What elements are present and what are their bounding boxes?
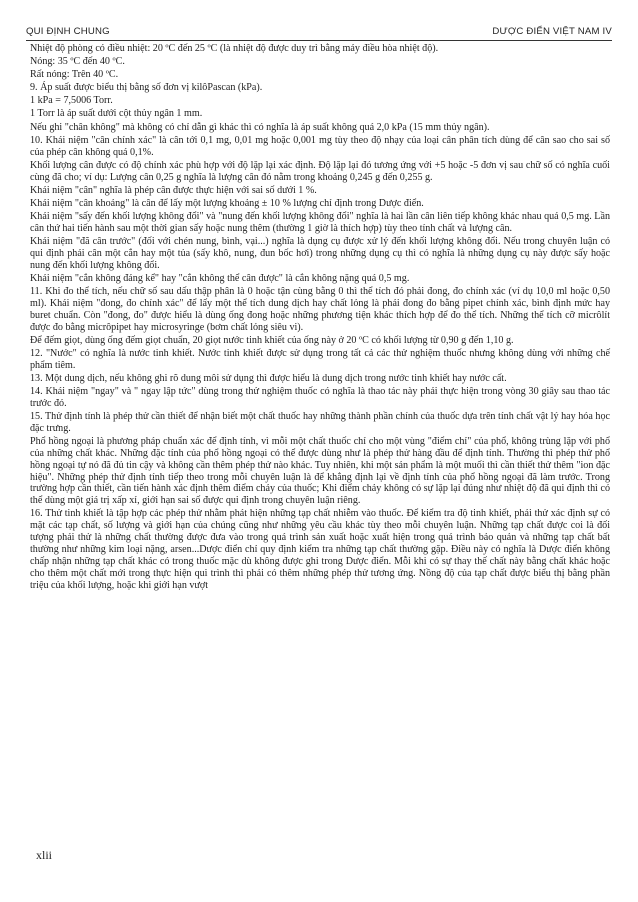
paragraph: 12. "Nước" có nghĩa là nước tinh khiết. Nước tinh khiết được sử dụng trong tất cả các thử nghiệm thuốc nhưng không dùng với những chế phẩm tiêm. <box>30 347 610 371</box>
paragraph: Khái niệm "cân" nghĩa là phép cân được thực hiện với sai số dưới 1 %. <box>30 184 317 196</box>
paragraph: Nhiệt độ phòng có điều nhiệt: 20 ºC đến 25 ºC (là nhiệt độ được duy trì bằng máy điều hòa nhiệt độ). <box>30 43 439 54</box>
paragraph: Khái niệm "sấy đến khối lượng không đổi" và "nung đến khối lượng không đổi" nghĩa là hai lần cân liên tiếp không khác nhau quá 0,5 mg. Lần cân thứ hai tiến hành sau một thời gian sấy hoặc nung thêm (thường 1 giờ là thích hợp) tùy theo tính chất và lượng cân. <box>30 210 610 234</box>
paragraph: Phổ hồng ngoại là phương pháp chuẩn xác để định tính, vì mỗi một chất thuốc chỉ cho một vùng "điểm chỉ" của phổ, không trùng lặp với phổ của những chất khác. Những đặc tính của phổ hồng ngoại có thể được dùng như là phép thử hàng đầu để định tính. Thường thì phép thử phổ hồng ngoại tự nó đã đủ tin cậy và không cần thêm phép thử nào khác. Tuy nhiên, khi một sản phẩm là một muối thì cần thiết thử thêm "ion đặc hiệu". Những phép thử định tính tiếp theo trong mỗi chuyên luận là để khẳng định lại về định tính của phổ hồng ngoại đã làm trước. Trong trường hợp cần thiết, cần tiến hành xác định thêm điểm chảy của thuốc; Khi điểm chảy không có sự lặp lại đúng như nhiệt độ đã qui định thì có thể dùng một giá trị xấp xỉ, giới hạn sai số được qui định trong chuyên luận riêng. <box>30 435 610 507</box>
paragraph: Rất nóng: Trên 40 ºC. <box>30 69 119 81</box>
paragraph: Nếu ghi "chân không" mà không có chỉ dẫn gì khác thì có nghĩa là áp suất không quá 2,0 kPa (15 mm thủy ngân). <box>30 121 490 133</box>
paragraph: 15. Thử định tính là phép thử cần thiết để nhận biết một chất thuốc hay những thành phần chính của thuốc dựa trên tính chất vật lý hay hóa học đặc trưng. <box>30 410 610 434</box>
paragraph: Để đếm giọt, dùng ống đếm giọt chuẩn, 20 giọt nước tinh khiết của ống này ở 20 ºC có khối lượng từ 0,90 g đến 1,10 g. <box>30 334 514 346</box>
paragraph: Khái niệm "đã cân trước" (đối với chén nung, bình, vại...) nghĩa là dụng cụ được xử lý đến khối lượng không đổi. Nếu trong chuyên luận có qui định phải cân một cắn hay một tủa (sấy khô, nung, đun bốc hơi) trong những dụng cụ thì có nghĩa là những dụng cụ này được sấy hoặc nung đến khối lượng không đổi. <box>30 235 610 271</box>
page-body <box>30 43 610 593</box>
paragraph: 11. Khi đo thể tích, nếu chữ số sau dấu thập phân là 0 hoặc tận cùng bằng 0 thì thể tích đó phải đong, đo chính xác (ví dụ 10,0 ml hoặc 0,50 ml). Khái niệm "đong, đo chính xác" để lấy một thể tích dung dịch hay chất lỏng là phải đong đo bằng pipet chính xác, bình định mức hay buret chuẩn. Còn "đong, đo" được hiểu là dùng ống đong hoặc những phương tiện khác thích hợp để đo thể tích. Những thể tích cỡ micrôlít được đo bằng micrôpipet hay microsyringe (bơm chất lỏng siêu vi). <box>30 285 610 333</box>
paragraph: 1 kPa = 7,5006 Torr. <box>30 95 113 107</box>
header-rule <box>26 40 612 41</box>
paragraph: 14. Khái niệm "ngay" và " ngay lập tức" dùng trong thử nghiệm thuốc có nghĩa là thao tác này phải thực hiện trong vòng 30 giây sau thao tác trước đó. <box>30 385 610 409</box>
paragraph: 16. Thử tinh khiết là tập hợp các phép thử nhằm phát hiện những tạp chất nhiễm vào thuốc. Để kiểm tra độ tinh khiết, phải thử xác định sự có mặt các tạp chất, số lượng và giới hạn của chúng cũng như những yêu cầu khác tùy theo mỗi chuyên luận. Những tạp chất được coi là đối tượng phải thử là những chất thường được đưa vào trong quá trình sản xuất hoặc xuất hiện trong quá trình bảo quản và những tạp chất bất thường như những kim loại nặng, arsen...Dược điển chỉ quy định kiểm tra những tạp chất thường gặp. Điều này có nghĩa là Dược điển không chấp nhận những tạp chất khác có trong thuốc mặc dù không được ghi trong Dược điển. Mỗi khi có sự thay thế chất này bằng chất khác hoặc cho thêm một chất mới trong thực hiện qui trình thì phải có thêm những phép thử tương ứng. Nồng độ của tạp chất được biểu thị bằng phần triệu của khối lượng, hoặc khi giới hạn vượt <box>30 508 610 591</box>
paragraph: Nóng: 35 ºC đến 40 ºC. <box>30 56 125 68</box>
page-number: xlii <box>36 848 53 862</box>
paragraph: Khái niệm "cân khoảng" là cân để lấy một lượng khoảng ± 10 % lượng chỉ định trong Dược điển. <box>30 197 424 209</box>
header-book-title: DƯỢC ĐIỂN VIỆT NAM IV <box>492 26 612 37</box>
paragraph: 10. Khái niệm "cân chính xác" là cân tới 0,1 mg, 0,01 mg hoặc 0,001 mg tùy theo độ nhạy của loại cân phân tích dùng để cân sao cho sai số của phép cân không quá 0,1%. <box>30 134 610 158</box>
paragraph: 1 Torr là áp suất dưới cột thủy ngân 1 mm. <box>30 108 203 120</box>
paragraph: 13. Một dung dịch, nếu không ghi rõ dung môi sử dụng thì được hiểu là dung dịch trong nước tinh khiết hay nước cất. <box>30 372 507 384</box>
header-section-title: QUI ĐỊNH CHUNG <box>26 26 110 37</box>
paragraph: Khối lượng cân được có độ chính xác phù hợp với độ lặp lại xác định. Độ lặp lại đó tương ứng với +5 hoặc -5 đơn vị sau chữ số có nghĩa cuối cùng đã cho; ví dụ: Lượng cân 0,25 g nghĩa là lượng cân đó nằm trong khoảng 0,245 g đến 0,255 g. <box>30 159 610 183</box>
running-header <box>26 26 612 37</box>
paragraph: 9. Áp suất được biểu thị bằng số đơn vị kilôPascan (kPa). <box>30 82 263 94</box>
paragraph: Khái niệm "cắn không đáng kể" hay "cắn không thể cân được" là cắn không nặng quá 0,5 mg. <box>30 272 410 284</box>
